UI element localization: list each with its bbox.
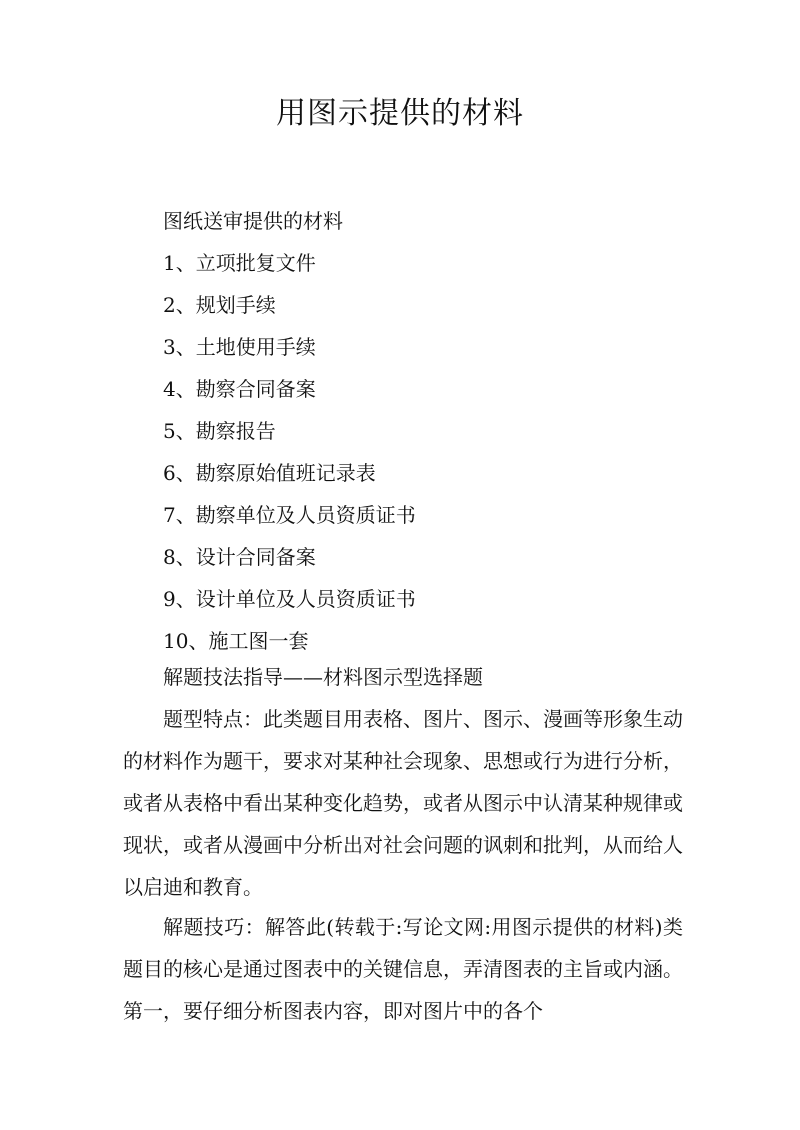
paragraph-solving-techniques: 解题技巧：解答此(转载于:写论文网:用图示提供的材料)类题目的核心是通过图表中的关键信息，弄清图表的主旨或内涵。第一，要仔细分析图表内容，即对图片中的各个 xyxy=(123,915,683,1023)
list-item: 3、土地使用手续 xyxy=(163,335,316,359)
list-item: 4、勘察合同备案 xyxy=(163,377,316,401)
materials-list xyxy=(163,200,723,662)
list-item: 7、勘察单位及人员资质证书 xyxy=(163,503,416,527)
page-title: 用图示提供的材料 xyxy=(276,96,524,131)
list-heading: 图纸送审提供的材料 xyxy=(163,209,343,233)
list-item: 1、立项批复文件 xyxy=(163,251,316,275)
list-item: 5、勘察报告 xyxy=(163,419,276,443)
paragraph-question-features: 题型特点：此类题目用表格、图片、图示、漫画等形象生动的材料作为题干，要求对某种社会现象、思想或行为进行分析，或者从表格中看出某种变化趋势，或者从图示中认清某种规律或现状，或者从漫画中分析出对社会问题的讽刺和批判，从而给人以启迪和教育。 xyxy=(123,707,683,899)
section-heading: 解题技法指导——材料图示型选择题 xyxy=(163,665,483,689)
list-item: 9、设计单位及人员资质证书 xyxy=(163,587,416,611)
list-item: 10、施工图一套 xyxy=(163,629,309,653)
list-item: 6、勘察原始值班记录表 xyxy=(163,461,376,485)
list-item: 8、设计合同备案 xyxy=(163,545,316,569)
list-item: 2、规划手续 xyxy=(163,293,276,317)
